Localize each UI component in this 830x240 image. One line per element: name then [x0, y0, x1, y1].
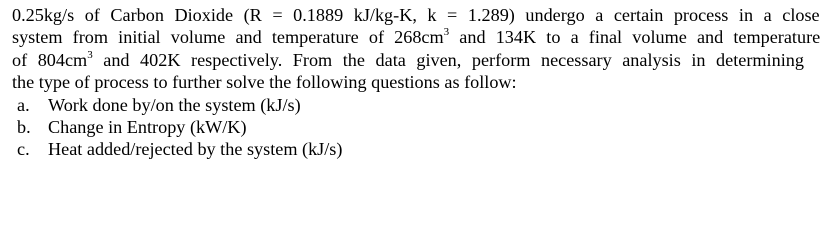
problem-line-4: the type of process to further solve the following questions as follow: [12, 72, 517, 93]
problem-statement [12, 4, 820, 94]
question-list [12, 94, 820, 161]
question-item-b [12, 116, 820, 138]
problem-line-3 [12, 49, 820, 71]
cubic-exponent: 3 [443, 26, 450, 39]
question-marker: a. [17, 94, 30, 115]
problem-document [12, 4, 820, 161]
problem-line-2 [12, 26, 820, 48]
question-marker: b. [17, 117, 31, 138]
problem-line-1: 0.25kg/s of Carbon Dioxide (R = 0.1889 kJ/kg-K, k = 1.289) undergo a certain process in a close [12, 5, 820, 25]
problem-line-3-text: of 804cm [12, 49, 88, 70]
problem-line-2-text: system from initial volume and temperature of 268cm [12, 27, 444, 48]
question-text: Work done by/on the system (kJ/s) [48, 94, 301, 115]
question-text: Change in Entropy (kW/K) [48, 117, 247, 138]
question-item-a [12, 94, 820, 116]
problem-line-3-tail: and 402K respectively. From the data given, perform necessary analysis in determining [92, 49, 804, 70]
question-text: Heat added/rejected by the system (kJ/s) [48, 139, 343, 160]
question-item-c [12, 138, 820, 160]
cubic-exponent: 3 [87, 48, 93, 61]
question-marker: c. [17, 139, 30, 160]
problem-line-2-tail: and 134K to a final volume and temperature [449, 27, 821, 48]
